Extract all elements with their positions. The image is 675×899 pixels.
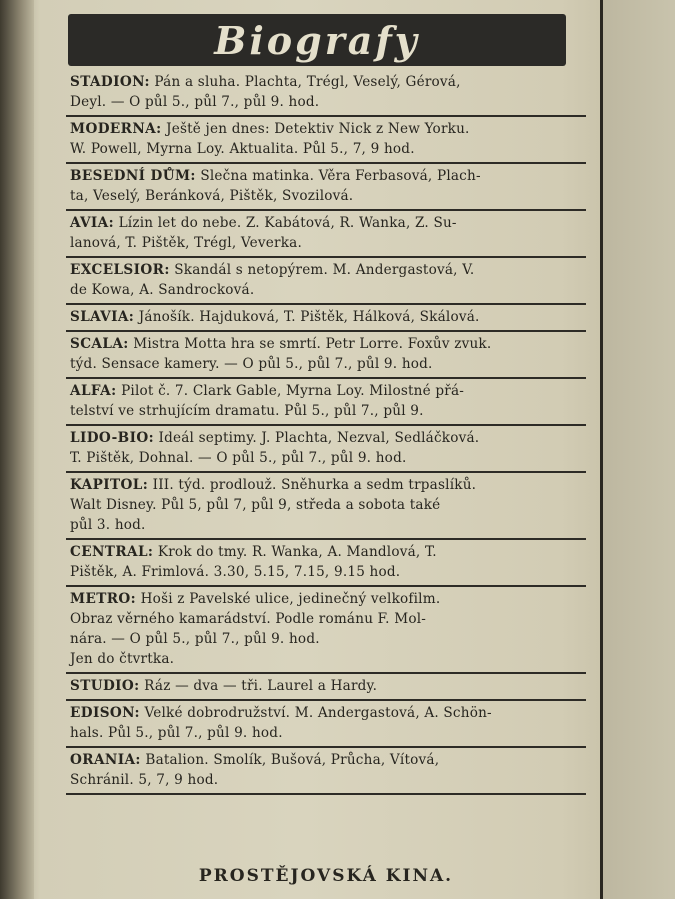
cinema-name: STADION: (70, 74, 150, 90)
section-header (68, 14, 566, 66)
adjacent-page-edge (600, 0, 675, 899)
listing-text: Batalion. Smolík, Bušová, Průcha, Vítová, (145, 752, 440, 768)
listing-line (70, 307, 580, 327)
listing-line (70, 723, 580, 743)
listing-line (70, 629, 580, 649)
listing-line (70, 401, 580, 421)
cinema-entry (66, 473, 586, 540)
listing-text: hals. Půl 5., půl 7., půl 9. hod. (70, 725, 283, 741)
listing-line (70, 280, 580, 300)
cinema-entry (66, 701, 586, 748)
listing-text: lanová, T. Pištěk, Trégl, Veverka. (70, 235, 302, 251)
listing-text: Jen do čtvrtka. (70, 651, 175, 667)
cinema-entry (66, 211, 586, 258)
listing-text: Pilot č. 7. Clark Gable, Myrna Loy. Milostné přá- (121, 383, 465, 399)
listing-line (70, 334, 580, 354)
listing-text: Lízin let do nebe. Z. Kabátová, R. Wanka, Z. Su- (118, 215, 457, 231)
cinema-name: EDISON: (70, 705, 140, 721)
cinema-name: BESEDNÍ DŮM: (70, 168, 196, 184)
listing-line (70, 213, 580, 233)
cinema-entry (66, 70, 586, 117)
cinema-name: CENTRAL: (70, 544, 154, 560)
cinema-name: ALFA: (70, 383, 117, 399)
cinema-name: STUDIO: (70, 678, 140, 694)
next-section-title: PROSTĚJOVSKÁ KINA. (198, 866, 454, 886)
listing-text: Hoši z Pavelské ulice, jedinečný velkofilm. (140, 591, 441, 607)
cinema-entry (66, 748, 586, 795)
listing-text: de Kowa, A. Sandrocková. (70, 282, 255, 298)
cinema-name: ORANIA: (70, 752, 141, 768)
listing-text: Velké dobrodružství. M. Andergastová, A. Schön- (144, 705, 492, 721)
listing-text: Mistra Motta hra se smrtí. Petr Lorre. Foxův zvuk. (133, 336, 492, 352)
listing-line (70, 649, 580, 669)
listing-line (70, 381, 580, 401)
listing-text: týd. Sensace kamery. — O půl 5., půl 7., půl 9. hod. (70, 356, 433, 372)
listing-text: Obraz věrného kamarádství. Podle románu F. Mol- (70, 611, 427, 627)
listing-line (70, 428, 580, 448)
listing-text: Walt Disney. Půl 5, půl 7, půl 9, středa a sobota také (70, 497, 441, 513)
cinema-entry (66, 164, 586, 211)
cinema-name: SLAVIA: (70, 309, 135, 325)
listing-line (70, 354, 580, 374)
listing-text: III. týd. prodlouž. Sněhurka a sedm trpaslíků. (152, 477, 477, 493)
cinema-entry (66, 305, 586, 332)
cinema-entry (66, 540, 586, 587)
cinema-entry (66, 117, 586, 164)
listing-line (70, 92, 580, 112)
listing-text: ta, Veselý, Beránková, Pištěk, Svozilová. (70, 188, 354, 204)
cinema-entry (66, 258, 586, 305)
listing-line (70, 515, 580, 535)
cinema-name: KAPITOL: (70, 477, 149, 493)
cinema-name: LIDO-BIO: (70, 430, 154, 446)
listing-text: nára. — O půl 5., půl 7., půl 9. hod. (70, 631, 320, 647)
listing-line (70, 475, 580, 495)
listing-line (70, 589, 580, 609)
listing-text: Krok do tmy. R. Wanka, A. Mandlová, T. (157, 544, 437, 560)
cinema-name: METRO: (70, 591, 137, 607)
cinema-name: MODERNA: (70, 121, 162, 137)
cinema-name: SCALA: (70, 336, 129, 352)
cinema-entry (66, 379, 586, 426)
listing-line (70, 260, 580, 280)
cinema-name: AVIA: (70, 215, 115, 231)
cinema-name: EXCELSIOR: (70, 262, 170, 278)
listing-line (70, 542, 580, 562)
listing-line (70, 233, 580, 253)
listing-line (70, 139, 580, 159)
listing-text: W. Powell, Myrna Loy. Aktualita. Půl 5., 7, 9 hod. (70, 141, 415, 157)
cinema-entry (66, 674, 586, 701)
listing-line (70, 750, 580, 770)
listing-line (70, 770, 580, 790)
cinema-entry (66, 587, 586, 674)
listing-text: Ještě jen dnes: Detektiv Nick z New Yorku. (166, 121, 470, 137)
listing-text: Deyl. — O půl 5., půl 7., půl 9. hod. (70, 94, 320, 110)
listing-line (70, 166, 580, 186)
cinema-listings (66, 70, 586, 795)
listing-text: Skandál s netopýrem. M. Andergastová, V. (174, 262, 475, 278)
listing-line (70, 609, 580, 629)
listing-line (70, 119, 580, 139)
listing-text: Pištěk, A. Frimlová. 3.30, 5.15, 7.15, 9.15 hod. (70, 564, 401, 580)
listing-line (70, 186, 580, 206)
listing-line (70, 495, 580, 515)
listing-line (70, 703, 580, 723)
listing-text: Ráz — dva — tři. Laurel a Hardy. (144, 678, 378, 694)
listing-line (70, 562, 580, 582)
listing-text: Jánošík. Hajduková, T. Pištěk, Hálková, Skálová. (138, 309, 480, 325)
listing-line (70, 72, 580, 92)
section-title: Biografy (214, 17, 420, 63)
listing-text: Ideál septimy. J. Plachta, Nezval, Sedláčková. (158, 430, 480, 446)
listing-text: Slečna matinka. Věra Ferbasová, Plach- (200, 168, 481, 184)
listing-text: telství ve strhujícím dramatu. Půl 5., půl 7., půl 9. (70, 403, 424, 419)
cinema-entry (66, 332, 586, 379)
page-fold (0, 0, 34, 899)
listing-line (70, 676, 580, 696)
listing-text: T. Pištěk, Dohnal. — O půl 5., půl 7., půl 9. hod. (70, 450, 407, 466)
cinema-entry (66, 426, 586, 473)
listing-line (70, 448, 580, 468)
listing-text: Schránil. 5, 7, 9 hod. (70, 772, 219, 788)
listing-text: půl 3. hod. (70, 517, 146, 533)
listing-text: Pán a sluha. Plachta, Trégl, Veselý, Gérová, (154, 74, 461, 90)
